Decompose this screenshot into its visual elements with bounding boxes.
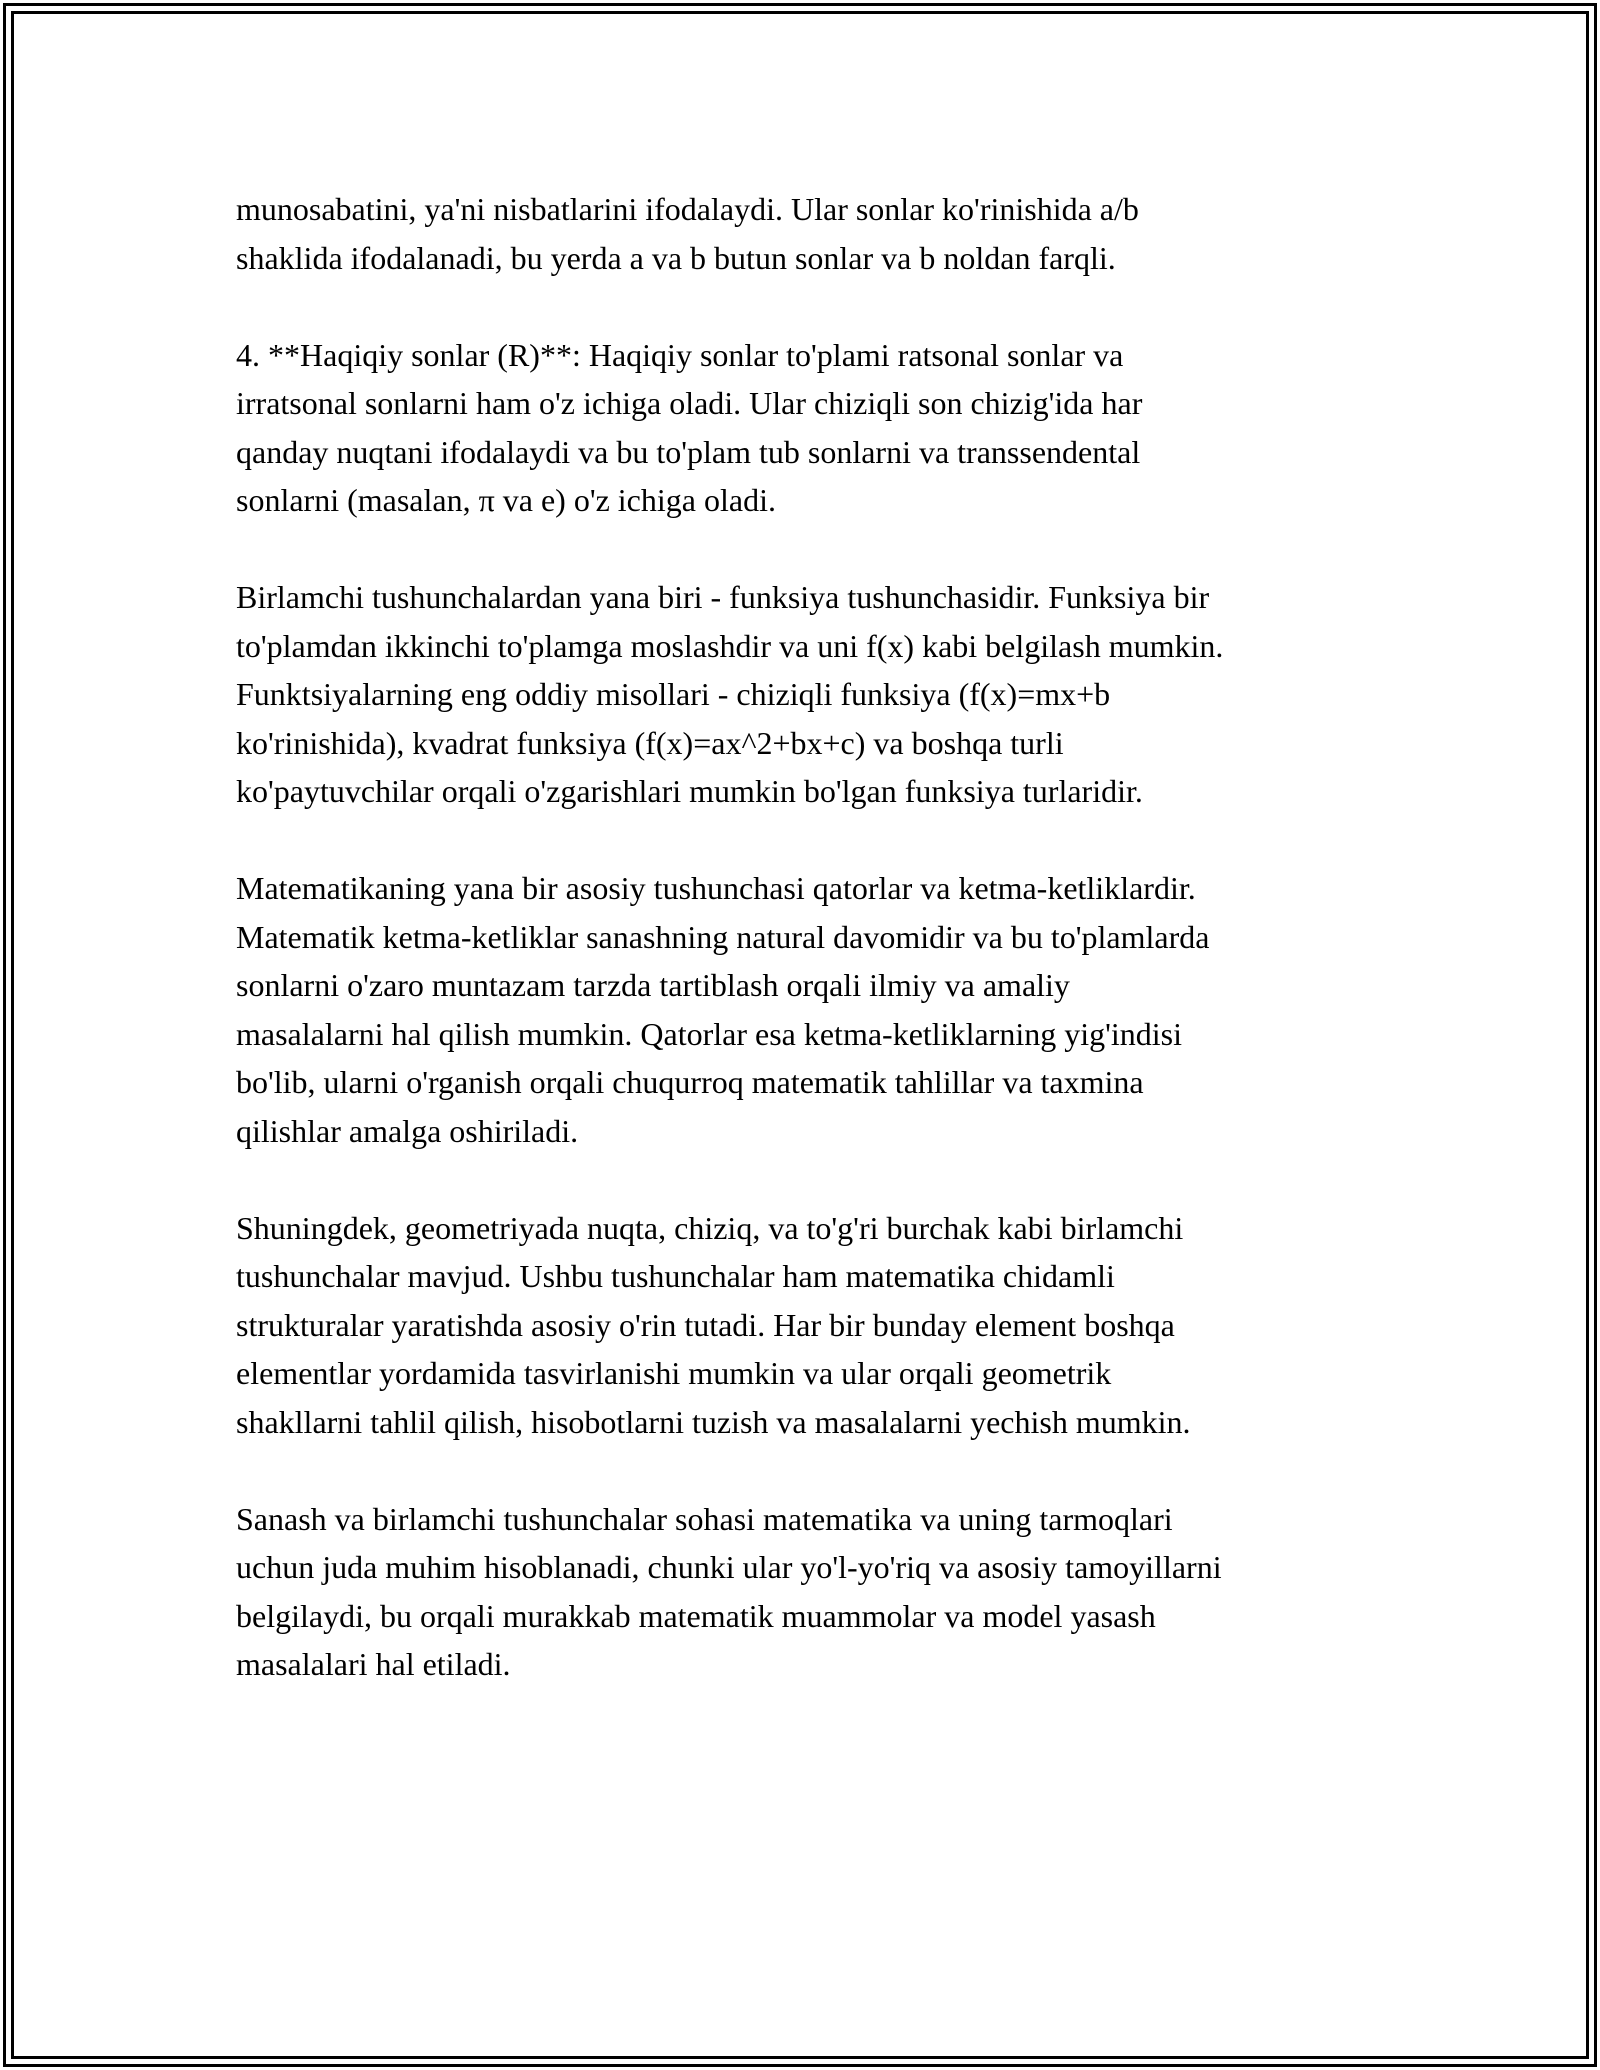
text-line: Shuningdek, geometriyada nuqta, chiziq, va to'g'ri burchak kabi birlamchi [236, 1209, 1184, 1246]
document-body [236, 185, 1376, 1737]
text-line: shaklida ifodalanadi, bu yerda a va b butun sonlar va b noldan farqli. [236, 239, 1116, 276]
text-line: Sanash va birlamchi tushunchalar sohasi matematika va uning tarmoqlari [236, 1500, 1173, 1537]
text-line: Birlamchi tushunchalardan yana biri - funksiya tushunchasidir. Funksiya bir [236, 579, 1210, 615]
text-line: elementlar yordamida tasvirlanishi mumkin va ular orqali geometrik [236, 1355, 1112, 1391]
text-line: irratsonal sonlarni ham o'z ichiga oladi. Ular chiziqli son chizig'ida har [236, 385, 1143, 421]
text-line: bo'lib, ularni o'rganish orqali chuqurroq matematik tahlillar va taxmina [236, 1064, 1144, 1100]
paragraph-functions [236, 573, 1376, 816]
text-line: to'plamdan ikkinchi to'plamga moslashdir va uni f(x) kabi belgilash mumkin. [236, 627, 1224, 664]
text-line: sonlarni o'zaro muntazam tarzda tartiblash orqali ilmiy va amaliy [236, 967, 1070, 1003]
paragraph-geometry [236, 1204, 1376, 1447]
text-line: masalalarni hal qilish mumkin. Qatorlar esa ketma-ketliklarning yig'indisi [236, 1015, 1182, 1052]
text-line: masalalari hal etiladi. [236, 1646, 511, 1682]
text-line: uchun juda muhim hisoblanadi, chunki ular yo'l-yo'riq va asosiy tamoyillarni [236, 1549, 1222, 1585]
text-line: tushunchalar mavjud. Ushbu tushunchalar ham matematika chidamli [236, 1258, 1115, 1294]
text-line: Matematikaning yana bir asosiy tushunchasi qatorlar va ketma-ketliklardir. [236, 870, 1196, 906]
text-line: belgilaydi, bu orqali murakkab matematik muammolar va model yasash [236, 1597, 1156, 1634]
text-line: 4. **Haqiqiy sonlar (R)**: Haqiqiy sonlar to'plami ratsonal sonlar va [236, 336, 1124, 373]
paragraph-conclusion [236, 1495, 1376, 1689]
text-line: qilishlar amalga oshiriladi. [236, 1112, 579, 1149]
text-line: Matematik ketma-ketliklar sanashning natural davomidir va bu to'plamlarda [236, 918, 1210, 955]
text-line: munosabatini, ya'ni nisbatlarini ifodalaydi. Ular sonlar ko'rinishida a/b [236, 191, 1139, 227]
text-line: ko'rinishida), kvadrat funksiya (f(x)=ax^2+bx+c) va boshqa turli [236, 724, 1064, 761]
text-line: Funktsiyalarning eng oddiy misollari - chiziqli funksiya (f(x)=mx+b [236, 676, 1111, 712]
text-line: sonlarni (masalan, π va e) o'z ichiga oladi. [236, 482, 776, 518]
text-line: strukturalar yaratishda asosiy o'rin tutadi. Har bir bunday element boshqa [236, 1306, 1175, 1343]
paragraph-rational-numbers-continued [236, 185, 1376, 282]
paragraph-sequences-series [236, 864, 1376, 1155]
paragraph-real-numbers [236, 331, 1376, 525]
text-line: qanday nuqtani ifodalaydi va bu to'plam tub sonlarni va transsendental [236, 433, 1141, 470]
text-line: shakllarni tahlil qilish, hisobotlarni tuzish va masalalarni yechish mumkin. [236, 1403, 1191, 1440]
text-line: ko'paytuvchilar orqali o'zgarishlari mumkin bo'lgan funksiya turlaridir. [236, 773, 1143, 809]
